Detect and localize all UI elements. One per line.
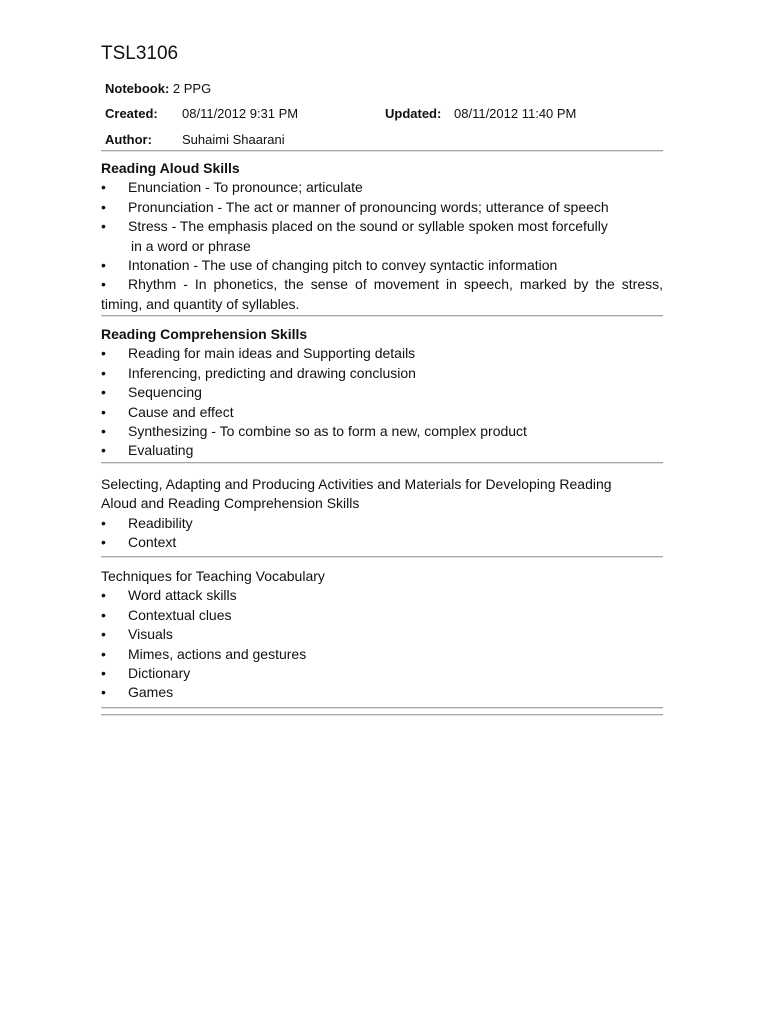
list-item: • Context	[101, 534, 177, 551]
section-heading: Reading Comprehension Skills	[101, 326, 308, 342]
updated-label: Updated:	[385, 106, 442, 121]
list-item: • Enunciation - To pronounce; articulate	[101, 179, 363, 196]
section-reading-aloud	[101, 159, 663, 314]
note-title: TSL3106	[101, 43, 179, 64]
section-divider	[101, 462, 663, 464]
author-label: Author:	[105, 132, 152, 147]
list-item: • Contextual clues	[101, 606, 232, 623]
section-comprehension	[101, 325, 663, 461]
footer-divider	[101, 714, 663, 716]
list-item: • Reading for main ideas and Supporting details	[101, 345, 416, 362]
list-item: • Cause and effect	[101, 403, 234, 420]
list-item: • Inferencing, predicting and drawing conclusion	[101, 364, 416, 381]
section-divider	[101, 556, 663, 558]
author-value: Suhaimi Shaarani	[182, 132, 285, 147]
section-heading: Selecting, Adapting and Producing Activities and Materials for Developing Reading Aloud and Reading Comprehension Skills	[101, 476, 612, 512]
list-item: • Intonation - The use of changing pitch to convey syntactic information	[101, 257, 558, 274]
list-item: • Stress - The emphasis placed on the sound or syllable spoken most forcefully in a word or phrase	[101, 218, 608, 254]
list-item: • Synthesizing - To combine so as to form a new, complex product	[101, 423, 527, 440]
list-item: • Rhythm - In phonetics, the sense of movement in speech, marked by the stress, timing, and quantity of syllables.	[101, 276, 663, 312]
notebook-row	[105, 80, 211, 97]
created-value: 08/11/2012 9:31 PM	[182, 106, 299, 121]
section-divider	[101, 315, 663, 317]
list-item: • Dictionary	[101, 665, 191, 682]
notebook-value: 2 PPG	[172, 81, 212, 96]
notebook-label: Notebook:	[105, 81, 170, 96]
section-vocabulary	[101, 567, 663, 703]
list-item: • Visuals	[101, 626, 173, 643]
section-divider	[101, 707, 663, 709]
list-item: • Readibility	[101, 514, 193, 531]
header-divider	[101, 150, 663, 152]
section-heading: Techniques for Teaching Vocabulary	[101, 568, 325, 584]
list-item: • Mimes, actions and gestures	[101, 645, 307, 662]
list-item: • Sequencing	[101, 384, 202, 401]
created-label: Created:	[105, 106, 158, 121]
list-item: • Evaluating	[101, 442, 194, 459]
list-item: • Pronunciation - The act or manner of pronouncing words; utterance of speech	[101, 198, 609, 215]
list-item: • Games	[101, 684, 174, 701]
updated-value: 08/11/2012 11:40 PM	[454, 106, 577, 121]
section-heading: Reading Aloud Skills	[101, 160, 240, 176]
list-item: • Word attack skills	[101, 587, 237, 604]
section-activities	[101, 475, 663, 553]
